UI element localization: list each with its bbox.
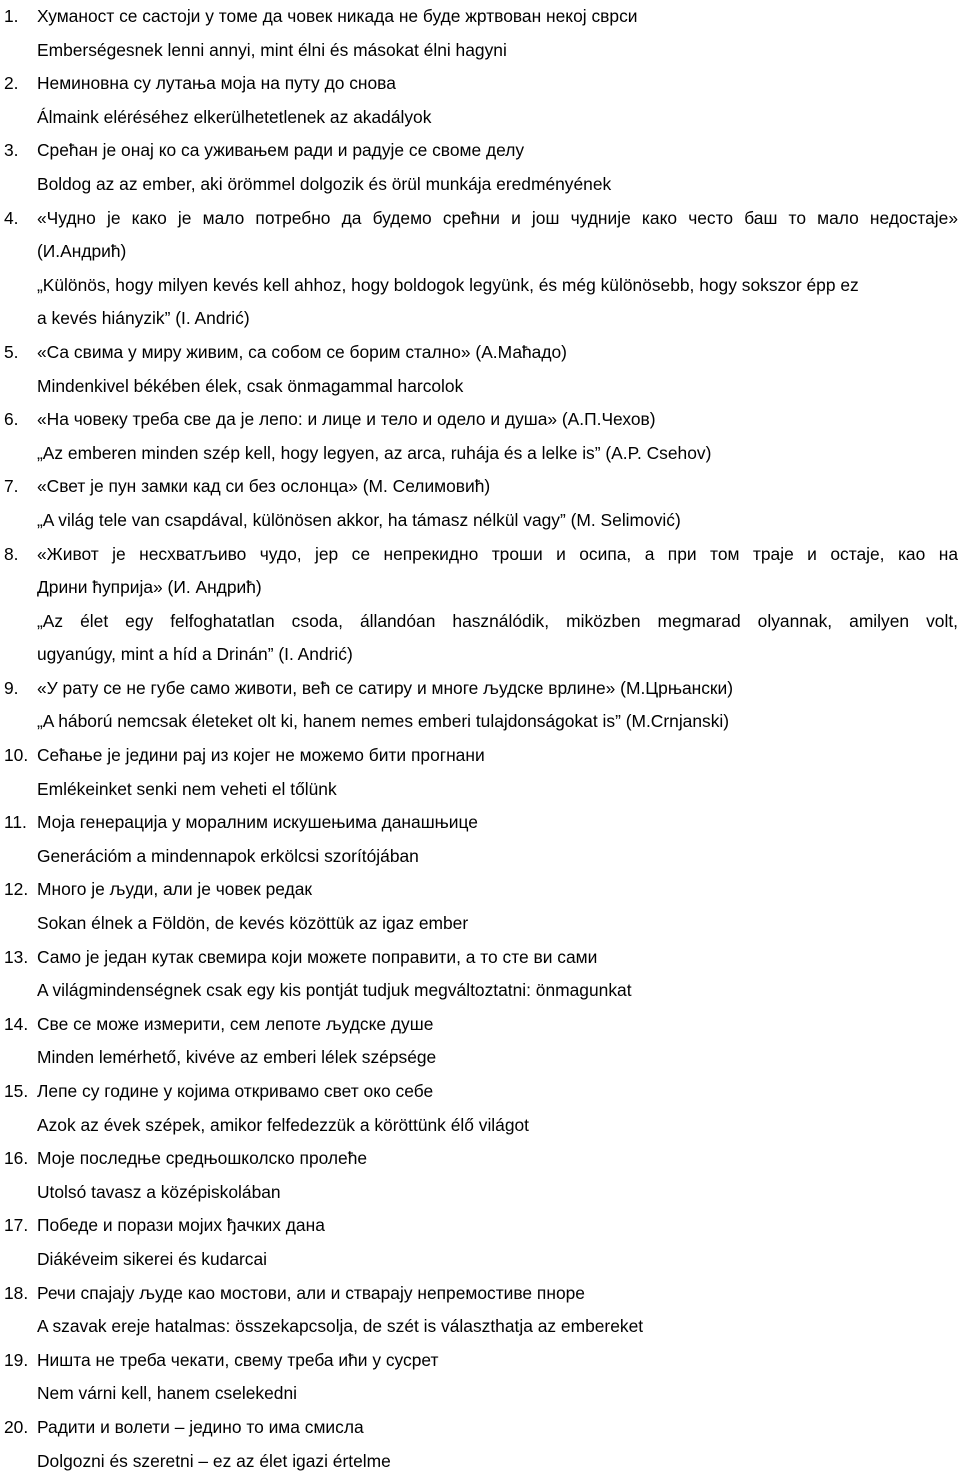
list-item bbox=[0, 1209, 960, 1276]
item-text: Срећан је онај ко са уживањем ради и радује се своме делу bbox=[37, 140, 525, 161]
item-first-line bbox=[0, 403, 960, 437]
item-number: 6. bbox=[4, 409, 19, 430]
item-line bbox=[0, 504, 960, 538]
item-text: Minden lemérhető, kivéve az emberi lélek szépsége bbox=[37, 1047, 437, 1068]
item-first-line bbox=[0, 134, 960, 168]
list-item bbox=[0, 470, 960, 537]
item-line bbox=[0, 605, 960, 639]
item-line bbox=[0, 773, 960, 807]
item-first-line bbox=[0, 1142, 960, 1176]
list-item bbox=[0, 202, 960, 336]
item-line bbox=[0, 1377, 960, 1411]
item-first-line bbox=[0, 470, 960, 504]
item-text: Nem várni kell, hanem cselekedni bbox=[37, 1383, 298, 1404]
item-text: „A világ tele van csapdával, különösen akkor, ha támasz nélkül vagy” (M. Selimović) bbox=[37, 509, 681, 530]
list-item bbox=[0, 1277, 960, 1344]
item-text: Много је људи, али је човек редак bbox=[37, 879, 313, 900]
item-line bbox=[0, 1176, 960, 1210]
item-text: Boldog az az ember, aki örömmel dolgozik és örül munkája eredményének bbox=[37, 173, 612, 194]
item-first-line bbox=[0, 538, 960, 572]
item-line bbox=[0, 34, 960, 68]
item-first-line bbox=[0, 1075, 960, 1109]
list-item bbox=[0, 1411, 960, 1478]
item-text: Сећање је једини рај из којег не можемо бити прогнани bbox=[37, 745, 485, 766]
item-text: A szavak ereje hatalmas: összekapcsolja, de szét is választhatja az embereket bbox=[37, 1316, 644, 1337]
item-line bbox=[0, 269, 960, 303]
item-text: Неминовна су лутања моја на путу до снова bbox=[37, 73, 396, 94]
item-first-line bbox=[0, 336, 960, 370]
item-line bbox=[0, 235, 960, 269]
item-number: 3. bbox=[4, 140, 19, 161]
item-text: Радити и волети – једино то има смисла bbox=[37, 1416, 364, 1437]
item-text: A világmindenségnek csak egy kis pontját tudjuk megváltoztatni: önmagunkat bbox=[37, 980, 632, 1001]
item-number: 9. bbox=[4, 677, 19, 698]
item-line bbox=[0, 1310, 960, 1344]
item-first-line bbox=[0, 1008, 960, 1042]
item-number: 8. bbox=[4, 543, 19, 564]
item-number: 11. bbox=[4, 812, 27, 833]
item-text: Diákéveim sikerei és kudarcai bbox=[37, 1248, 268, 1269]
item-first-line bbox=[0, 202, 960, 236]
item-line bbox=[0, 840, 960, 874]
item-text: ugyanúgy, mint a híd a Drinán” (I. Andrić) bbox=[37, 644, 353, 665]
item-first-line bbox=[0, 873, 960, 907]
item-line bbox=[0, 1445, 960, 1478]
item-text: «Свет је пун замки кад си без ослонца» (М. Селимовић) bbox=[37, 476, 491, 497]
item-line bbox=[0, 974, 960, 1008]
item-text: Utolsó tavasz a középiskolában bbox=[37, 1181, 281, 1202]
item-line bbox=[0, 1041, 960, 1075]
item-line bbox=[0, 437, 960, 471]
item-number: 16. bbox=[4, 1148, 29, 1169]
item-number: 15. bbox=[4, 1081, 29, 1101]
item-number: 14. bbox=[4, 1013, 29, 1034]
item-text: «Живот је несхватљиво чудо, јер се непрекидно троши и осипа, а при том траје и остаје, као на bbox=[37, 543, 958, 564]
item-text: «Са свима у миру живим, са собом се борим стално» (А.Маћадо) bbox=[37, 341, 567, 362]
item-number: 1. bbox=[4, 6, 19, 26]
item-number: 18. bbox=[4, 1282, 29, 1303]
item-text: Generációm a mindennapok erkölcsi szorítójában bbox=[37, 845, 419, 866]
item-text: Azok az évek szépek, amikor felfedezzük a köröttünk élő világot bbox=[37, 1114, 530, 1135]
item-text: Моје последње средњошколско пролеће bbox=[37, 1148, 368, 1169]
item-first-line bbox=[0, 1411, 960, 1445]
item-line bbox=[0, 370, 960, 404]
item-text: Само је један кутак свемира који можете поправити, а то сте ви сами bbox=[37, 946, 598, 967]
item-text: Álmaink eléréséhez elkerülhetetlenek az akadályok bbox=[37, 106, 432, 127]
item-line bbox=[0, 907, 960, 941]
item-number: 10. bbox=[4, 745, 29, 766]
list-item bbox=[0, 67, 960, 134]
list-item bbox=[0, 873, 960, 940]
item-first-line bbox=[0, 1209, 960, 1243]
item-text: „Az emberen minden szép kell, hogy legyen, az arca, ruhája és a lelke is” (A.P. Csehov) bbox=[37, 442, 712, 463]
item-text: Дрини ћуприја» (И. Андрић) bbox=[37, 577, 262, 598]
list-item bbox=[0, 336, 960, 403]
item-line bbox=[0, 101, 960, 135]
item-first-line bbox=[0, 739, 960, 773]
item-first-line bbox=[0, 672, 960, 706]
list-item bbox=[0, 1075, 960, 1142]
item-text: Речи спајају људе као мостови, али и стварају непремостиве пноре bbox=[37, 1282, 585, 1303]
item-line bbox=[0, 168, 960, 202]
item-number: 2. bbox=[4, 73, 19, 94]
item-line bbox=[0, 705, 960, 739]
item-first-line bbox=[0, 1344, 960, 1378]
list-item bbox=[0, 1344, 960, 1411]
item-text: Хуманост се састоји у томе да човек никада не буде жртвован некој сврси bbox=[37, 6, 638, 26]
item-text: Emberségesnek lenni annyi, mint élni és másokat élni hagyni bbox=[37, 39, 507, 60]
item-line bbox=[0, 1109, 960, 1143]
item-number: 17. bbox=[4, 1215, 29, 1236]
list-item bbox=[0, 1142, 960, 1209]
item-text: „Különös, hogy milyen kevés kell ahhoz, hogy boldogok legyünk, és még különösebb, hogy sokszor épp ez bbox=[37, 274, 859, 295]
list-item bbox=[0, 403, 960, 470]
item-first-line bbox=[0, 1277, 960, 1311]
item-text: Лепе су године у којима откривамо свет око себе bbox=[37, 1081, 434, 1101]
item-first-line bbox=[0, 941, 960, 975]
list-item bbox=[0, 1008, 960, 1075]
list-item bbox=[0, 0, 960, 67]
item-first-line bbox=[0, 0, 960, 34]
item-number: 4. bbox=[4, 207, 19, 228]
item-text: „Az élet egy felfoghatatlan csoda, állandóan használódik, miközben megmarad olyannak, amilyen volt, bbox=[37, 610, 958, 631]
list-item bbox=[0, 941, 960, 1008]
item-text: Све се може измерити, сем лепоте људске душе bbox=[37, 1013, 434, 1034]
item-number: 13. bbox=[4, 946, 29, 967]
item-first-line bbox=[0, 67, 960, 101]
item-text: „A háború nemcsak életeket olt ki, hanem nemes emberi tulajdonságokat is” (M.Crnjanski) bbox=[37, 711, 730, 732]
item-number: 7. bbox=[4, 476, 19, 497]
list-item bbox=[0, 672, 960, 739]
item-line bbox=[0, 302, 960, 336]
item-number: 20. bbox=[4, 1416, 29, 1437]
list-item bbox=[0, 739, 960, 806]
item-line bbox=[0, 571, 960, 605]
list-item bbox=[0, 806, 960, 873]
item-text: Dolgozni és szeretni – ez az élet igazi értelme bbox=[37, 1450, 391, 1471]
item-number: 5. bbox=[4, 341, 19, 362]
item-text: Emlékeinket senki nem veheti el tőlünk bbox=[37, 778, 337, 799]
item-text: Победе и порази мојих ђачких дана bbox=[37, 1215, 325, 1236]
item-first-line bbox=[0, 806, 960, 840]
item-text: (И.Андрић) bbox=[37, 241, 127, 262]
item-text: Mindenkivel békében élek, csak önmagammal harcolok bbox=[37, 375, 464, 396]
item-line bbox=[0, 1243, 960, 1277]
item-text: «Чудно је како је мало потребно да будемо срећни и још чудније како често баш то мало недостаје» bbox=[37, 207, 958, 228]
list-item bbox=[0, 538, 960, 672]
item-number: 12. bbox=[4, 879, 29, 900]
item-text: Моја генерација у моралним искушењима данашњице bbox=[37, 812, 478, 833]
item-number: 19. bbox=[4, 1349, 29, 1370]
item-text: Sokan élnek a Földön, de kevés közöttük az igaz ember bbox=[37, 913, 469, 934]
item-text: a kevés hiányzik” (I. Andrić) bbox=[37, 308, 250, 329]
list-item bbox=[0, 134, 960, 201]
item-line bbox=[0, 638, 960, 672]
item-text: «На човеку треба све да је лепо: и лице и тело и одело и душа» (А.П.Чехов) bbox=[37, 409, 656, 430]
item-text: Ништа не треба чекати, свему треба ићи у сусрет bbox=[37, 1349, 439, 1370]
item-text: «У рату се не губе само животи, већ се сатиру и многе људске врлине» (М.Црњански) bbox=[37, 677, 734, 698]
